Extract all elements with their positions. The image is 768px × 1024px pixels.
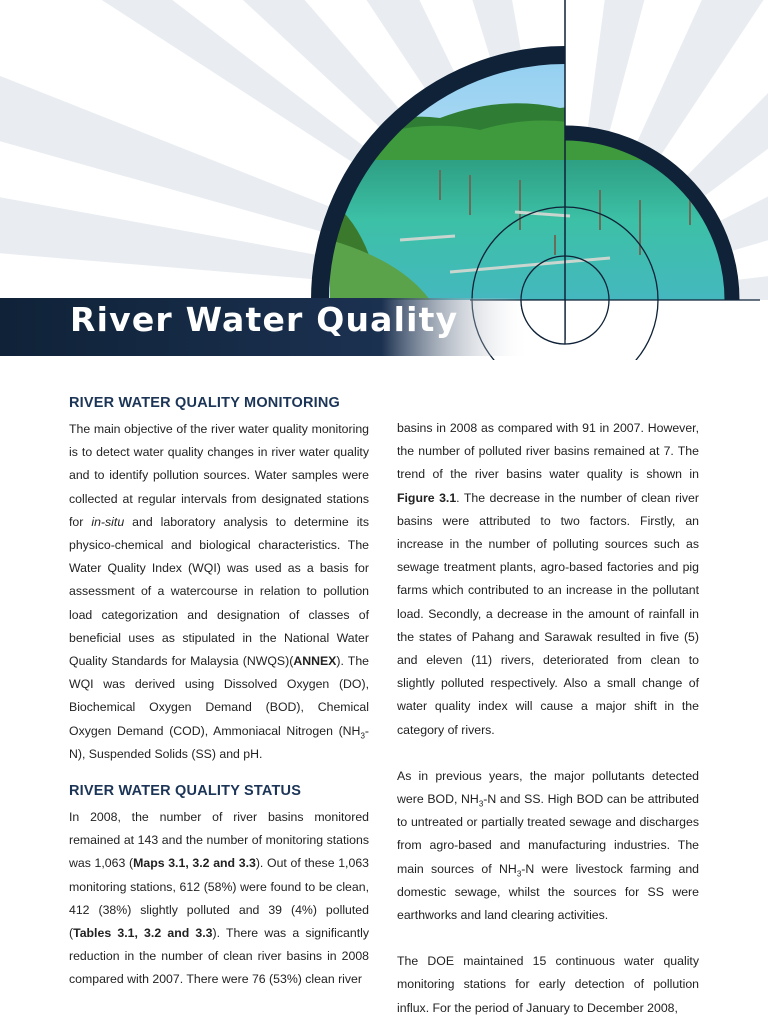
page-title: River Water Quality — [70, 300, 459, 339]
section-heading-monitoring: RIVER WATER QUALITY MONITORING — [69, 395, 341, 411]
trend-paragraph: basins in 2008 as compared with 91 in 2007. However, the number of polluted river basins remained at 7. The trend of the river basins water quality is shown in Figure 3.1. The decrease in the number of clean river basins were attributed to two factors. Firstly, an increase in the number of polluting sources such as sewage treatment plants, agro-based factories and pig farms which contributed to an increase in the pollutant load. Secondly, a decrease in the amount of rainfall in the states of Pahang and Sarawak resulted in five (5) and eleven (11) rivers, deteriorated from clean to slightly polluted respectively. Also a small change of water quality index will cause a major shift in the category of rivers. — [397, 421, 699, 737]
continuous-monitoring-paragraph: The DOE maintained 15 continuous water quality monitoring stations for early detection of pollution influx. For the period of January to December 2008, — [397, 954, 699, 1015]
status-paragraph: In 2008, the number of river basins monitored remained at 143 and the number of monitoring stations was 1,063 (Maps 3.1, 3.2 and 3.3). Out of these 1,063 monitoring stations, 612 (58%) were found to be clean, 412 (38%) slightly polluted and 39 (4%) polluted (Tables 3.1, 3.2 and 3.3). There was a significantly reduction in the number of clean river basins in 2008 compared with 2007. There were 76 (53%) clean river — [69, 810, 369, 987]
left-column — [69, 390, 369, 992]
right-column — [397, 417, 699, 1020]
monitoring-paragraph: The main objective of the river water quality monitoring is to detect water quality changes in river water quality and to identify pollution sources. Water samples were collected at regular intervals from designated stations for in-situ and laboratory analysis to determine its physico-chemical and biological characteristics. The Water Quality Index (WQI) was used as a basis for assessment of a watercourse in relation to pollution load categorization and designation of classes of beneficial uses as stipulated in the National Water Quality Standards for Malaysia (NWQS)(ANNEX). The WQI was derived using Dissolved Oxygen (DO), Biochemical Oxygen Demand (BOD), Chemical Oxygen Demand (COD), Ammoniacal Nitrogen $(NH_3-N)$, Suspended Solids (SS) and pH. — [69, 422, 369, 761]
pollutants-paragraph: As in previous years, the major pollutants detected were BOD, $NH_3-N$ and SS. High BOD can be attributed to untreated or partially treated sewage and discharges from agro-based and manufacturing industries. The main sources of $NH_3-N$ were livestock farming and domestic sewage, whilst the sources for SS were earthworks and land clearing activities. — [397, 768, 700, 923]
section-heading-status: RIVER WATER QUALITY STATUS — [69, 783, 302, 800]
